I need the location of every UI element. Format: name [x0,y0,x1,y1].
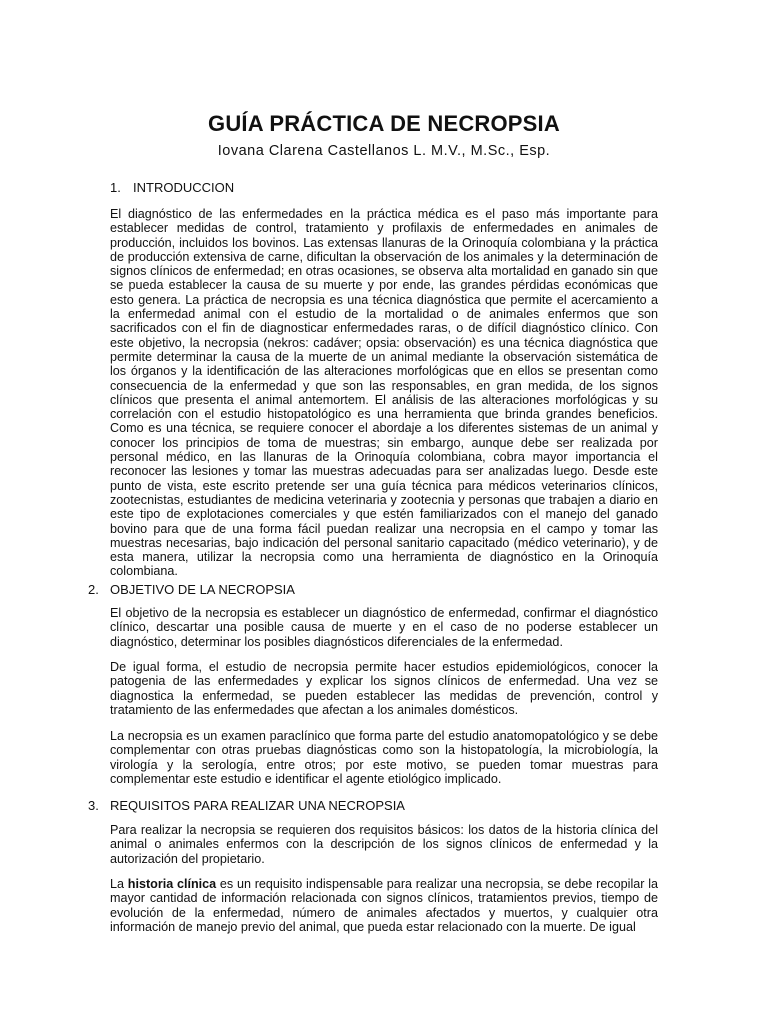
section-title: OBJETIVO DE LA NECROPSIA [110,582,295,597]
section-number: 1. [110,180,121,195]
paragraph-objetivo-2: De igual forma, el estudio de necropsia permite hacer estudios epidemiológicos, conocer la patogenia de las enfermedades y explicar los signos clínicos de enfermedad. Una vez se diagnostica la enfermedad, se pueden establecer las medidas de prevención, control y tratamiento de las enfermedades que afectan a los animales domésticos. [110,660,658,717]
paragraph-prefix: La [110,877,128,891]
document-title: GUÍA PRÁCTICA DE NECROPSIA [208,111,560,136]
paragraph-objetivo-1: El objetivo de la necropsia es establecer un diagnóstico de enfermedad, confirmar el diagnóstico clínico, descartar una posible causa de muerte y en el caso de no poderse establecer un diagnóstico, determinar los posibles diagnósticos diferenciales de la enfermedad. [110,606,658,649]
section-title: INTRODUCCION [133,180,235,195]
paragraph-historia-clinica [110,877,658,934]
section-title: REQUISITOS PARA REALIZAR UNA NECROPSIA [110,798,405,813]
section-number: 3. [88,798,99,813]
section-heading-objetivo [88,582,295,597]
paragraph-introduccion: El diagnóstico de las enfermedades en la práctica médica es el paso más importante para establecer medidas de control, tratamiento y profilaxis de enfermedades en animales de producción, incluidos los bovinos. Las extensas llanuras de la Orinoquía colombiana y la práctica de producción extensiva de carne, dificultan la observación de los animales y la determinación de signos clínicos de enfermedad; en otras ocasiones, se observa alta mortalidad en ganado sin que se pueda establecer la causa de su muerte y por ende, las grandes pérdidas económicas que esto genera. La práctica de necropsia es una técnica diagnóstica que permite el acercamiento a la enfermedad animal con el estudio de la mortalidad o de animales enfermos que son sacrificados con el fin de diagnosticar enfermedades raras, o de difícil diagnóstico clínico. Con este objetivo, la necropsia (nekros: cadáver; opsia: observación) es una técnica diagnóstica que permite determinar la causa de la muerte de un animal mediante la observación sistemática de los órganos y la identificación de las alteraciones morfológicas que en ellos se presentan como consecuencia de la enfermedad y que son las responsables, en gran medida, de los signos clínicos que presenta el animal antemortem. El análisis de las alteraciones morfológicas y su correlación con el estudio histopatológico es una herramienta que brinda grandes beneficios. Como es una técnica, se requiere conocer el abordaje a los diferentes sistemas de un animal y conocer los principios de toma de muestras; sin embargo, aunque debe ser realizada por personal médico, en las llanuras de la Orinoquía colombiana, cobra mayor importancia el reconocer las lesiones y tomar las muestras adecuadas para ser analizadas luego. Desde este punto de vista, este escrito pretende ser una guía técnica para médicos veterinarios clínicos, zootecnistas, estudiantes de medicina veterinaria y zootecnia y personas que trabajen a diario en este tipo de explotaciones comerciales y que estén familiarizados con el manejo del ganado bovino para que de una forma fácil puedan realizar una necropsia en el campo y tomar las muestras necesarias, bajo indicación del personal sanitario capacitado (médico veterinario), y de esta manera, utilizar la necropsia como una herramienta de diagnóstico en la Orinoquía colombiana. [110,207,658,579]
section-number: 2. [88,582,99,597]
document-author: Iovana Clarena Castellanos L. M.V., M.Sc., Esp. [217,143,551,159]
paragraph-requisitos-1: Para realizar la necropsia se requieren dos requisitos básicos: los datos de la historia clínica del animal o animales enfermos con la descripción de los signos clínicos de enfermedad y la autorización del propietario. [110,823,658,866]
paragraph-rest: es un requisito indispensable para realizar una necropsia, se debe recopilar la mayor cantidad de información relacionada con signos clínicos, tratamientos previos, tiempo de evolución de la enfermedad, número de animales afectados y muertos, y cualquier otra información de manejo previo del animal, que pueda estar relacionado con la muerte. De igual [110,877,659,934]
section-heading-requisitos [88,798,405,813]
paragraph-objetivo-3: La necropsia es un examen paraclínico que forma parte del estudio anatomopatológico y se debe complementar con otras pruebas diagnósticas como son la histopatología, la microbiología, la virología y la serología, entre otros; por este motivo, se pueden tomar muestras para complementar este estudio e identificar el agente etiológico implicado. [110,729,658,786]
bold-term-historia-clinica: historia clínica [127,877,217,891]
section-heading-introduccion [110,180,234,195]
